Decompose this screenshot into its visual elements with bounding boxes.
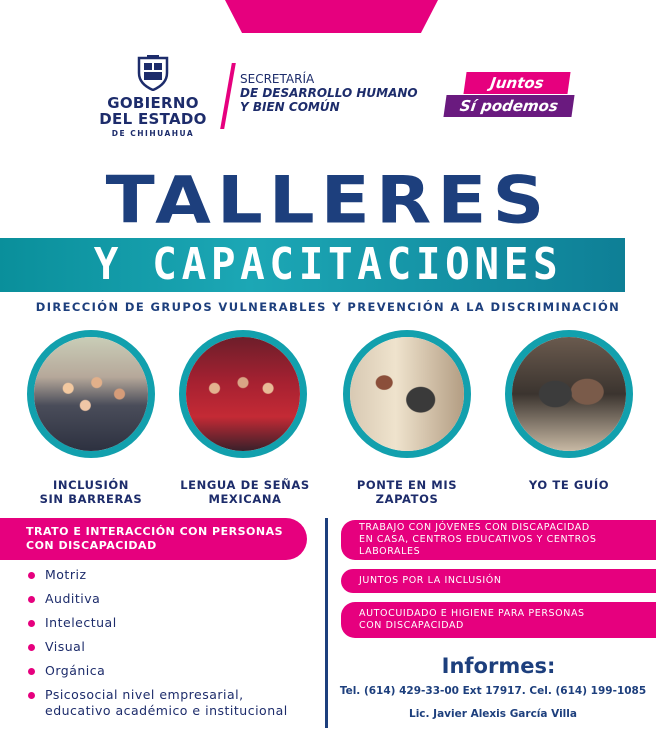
trato-heading-line1: TRATO E INTERACCIÓN CON PERSONAS bbox=[26, 525, 284, 538]
trato-heading bbox=[0, 518, 307, 553]
caption-line1: YO TE GUÍO bbox=[528, 478, 610, 492]
list-item bbox=[28, 687, 328, 719]
bullet-icon bbox=[28, 692, 35, 699]
column-divider bbox=[325, 518, 328, 728]
subtitle: Y CAPACITACIONES bbox=[93, 239, 563, 290]
group-photo bbox=[34, 337, 148, 451]
workshop-caption bbox=[170, 478, 320, 506]
direccion-label: DIRECCIÓN DE GRUPOS VULNERABLES Y PREVENCIÓN A LA DISCRIMINACIÓN bbox=[35, 300, 621, 314]
workshop-photo-inclusion bbox=[27, 330, 155, 458]
workshop-caption bbox=[16, 478, 166, 506]
gov-name-line1: GOBIERNO bbox=[107, 94, 199, 112]
guide-photo bbox=[512, 337, 626, 451]
list-item-line1: Psicosocial nivel empresarial, bbox=[45, 687, 244, 702]
trato-heading-line2: CON DISCAPACIDAD bbox=[26, 539, 157, 552]
wheelchair-photo bbox=[350, 337, 464, 451]
pill-text bbox=[359, 608, 585, 632]
topic-pill-inclusion bbox=[341, 569, 656, 593]
workshop-caption bbox=[332, 478, 482, 506]
gov-name-line3: DE CHIHUAHUA bbox=[111, 129, 195, 138]
list-item-text: Auditiva bbox=[45, 591, 101, 606]
topic-pill-jovenes bbox=[341, 520, 656, 560]
pill-text bbox=[359, 522, 656, 558]
pill-line1: AUTOCUIDADO E HIGIENE PARA PERSONAS bbox=[359, 608, 585, 619]
slogan-line2: Sí podemos bbox=[443, 95, 574, 117]
trato-heading-bar bbox=[0, 518, 307, 560]
secretaria-line2: DE DESARROLLO HUMANO bbox=[240, 86, 418, 100]
caption-line1: INCLUSIÓN bbox=[53, 478, 129, 492]
bullet-icon bbox=[28, 596, 35, 603]
informes-heading: Informes: bbox=[441, 654, 556, 678]
list-item bbox=[28, 567, 328, 583]
pill-line1: JUNTOS POR LA INCLUSIÓN bbox=[359, 575, 502, 586]
slogan-badge bbox=[445, 72, 573, 117]
secretaria-line1: SECRETARÍA bbox=[240, 72, 315, 86]
header-divider bbox=[220, 63, 236, 129]
secretaria-label bbox=[240, 72, 418, 114]
bullet-icon bbox=[28, 620, 35, 627]
list-item-text: Motriz bbox=[45, 567, 87, 582]
list-item-text: Orgánica bbox=[45, 663, 106, 678]
pill-line2: CON DISCAPACIDAD bbox=[359, 620, 464, 631]
secretaria-line3: Y BIEN COMÚN bbox=[240, 100, 340, 114]
list-item-text bbox=[45, 687, 288, 719]
disability-list bbox=[28, 567, 328, 724]
list-item-text: Visual bbox=[45, 639, 86, 654]
gov-name-line2: DEL ESTADO bbox=[99, 110, 207, 128]
workshop-photo-ponte-zapatos bbox=[343, 330, 471, 458]
caption-line2: SIN BARRERAS bbox=[39, 492, 143, 506]
workshop-photo-yo-te-guio bbox=[505, 330, 633, 458]
slogan-line1: Juntos bbox=[463, 72, 570, 94]
list-item bbox=[28, 639, 328, 655]
list-item bbox=[28, 591, 328, 607]
topic-pill-autocuidado bbox=[341, 602, 656, 638]
list-item bbox=[28, 663, 328, 679]
top-accent-tab bbox=[225, 0, 438, 33]
caption-line2: ZAPATOS bbox=[375, 492, 439, 506]
bullet-icon bbox=[28, 572, 35, 579]
workshop-caption bbox=[494, 478, 644, 492]
list-item-text: Intelectual bbox=[45, 615, 117, 630]
coat-of-arms-icon bbox=[136, 55, 170, 91]
workshop-photo-lengua-senas bbox=[179, 330, 307, 458]
pill-line1: TRABAJO CON JÓVENES CON DISCAPACIDAD bbox=[359, 522, 590, 533]
contact-name: Lic. Javier Alexis García Villa bbox=[409, 708, 577, 720]
caption-line2: MEXICANA bbox=[208, 492, 282, 506]
caption-line1: LENGUA DE SEÑAS bbox=[180, 478, 310, 492]
group-photo bbox=[186, 337, 300, 451]
pill-line2: EN CASA, CENTROS EDUCATIVOS Y CENTROS LABORALES bbox=[359, 534, 597, 557]
government-logo bbox=[88, 55, 218, 138]
list-item-line2: educativo académico e institucional bbox=[45, 703, 288, 718]
bullet-icon bbox=[28, 644, 35, 651]
caption-line1: PONTE EN MIS bbox=[356, 478, 458, 492]
main-title: TALLERES bbox=[105, 162, 551, 238]
contact-phone: Tel. (614) 429-33-00 Ext 17917. Cel. (614) 199-1085 bbox=[339, 685, 647, 697]
bullet-icon bbox=[28, 668, 35, 675]
list-item bbox=[28, 615, 328, 631]
